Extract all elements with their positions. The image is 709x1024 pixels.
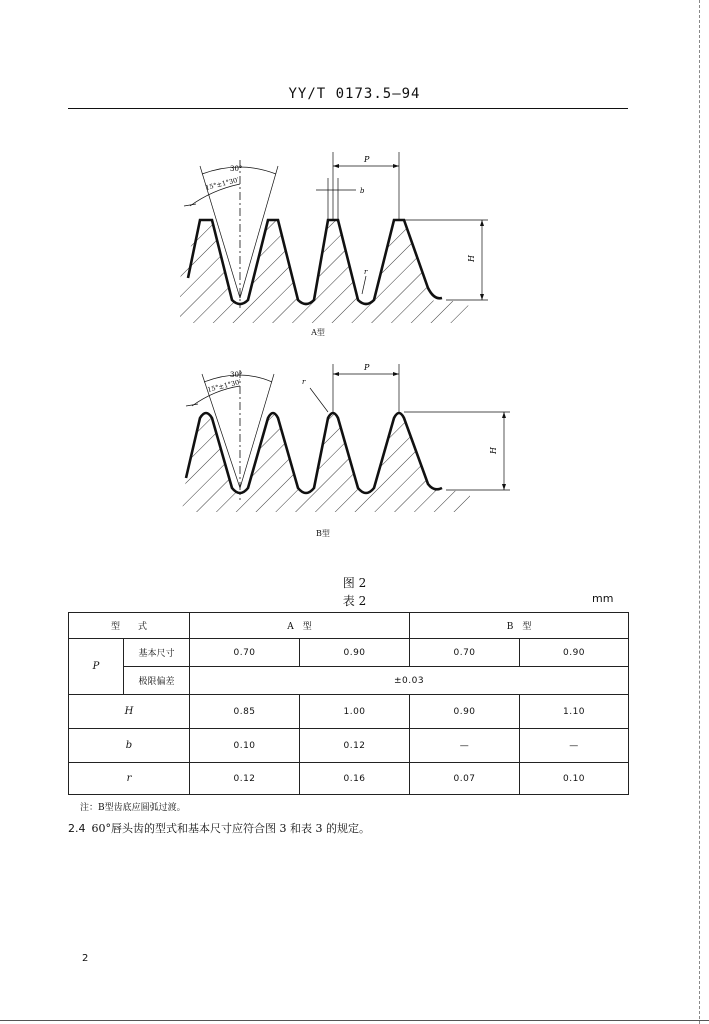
row-symbol-r: r: [69, 763, 190, 795]
header-type-cell: 型 式: [69, 613, 190, 639]
p-basic-b2: 0.90: [520, 639, 629, 667]
standard-code-header: YY/T 0173.5—94: [288, 86, 421, 102]
page-number: 2: [82, 953, 89, 964]
half-angle-label-a: 15°±1°30′: [204, 175, 240, 192]
table-row-p-basic: [69, 639, 629, 667]
table-row-p-tolerance: [69, 667, 629, 695]
r-a1: 0.12: [190, 763, 300, 795]
b-b2: —: [520, 729, 629, 763]
height-label-a: H: [467, 255, 476, 262]
r-b1: 0.07: [410, 763, 520, 795]
pitch-label-a: P: [364, 155, 370, 164]
bottom-rule: [0, 1020, 709, 1021]
clause-2-4: [68, 820, 370, 836]
b-b1: —: [410, 729, 520, 763]
figure-caption-b: B型: [316, 529, 330, 538]
p-basic-a2: 0.90: [300, 639, 410, 667]
h-a2: 1.00: [300, 695, 410, 729]
r-a2: 0.16: [300, 763, 410, 795]
row-symbol-p: P: [69, 639, 124, 695]
table-row-b: [69, 729, 629, 763]
dimension-table: [68, 612, 629, 795]
figure-title: 图 2: [342, 576, 367, 590]
half-angle-label-b: 15°±1°30′: [206, 377, 242, 394]
p-basic-a1: 0.70: [190, 639, 300, 667]
p-basic-b1: 0.70: [410, 639, 520, 667]
clause-number: 2.4: [68, 822, 86, 835]
p-tol-label: 极限偏差: [124, 667, 190, 695]
unit-label: mm: [592, 592, 614, 605]
angle-30-label-b: 30°: [230, 371, 243, 379]
row-symbol-b: b: [69, 729, 190, 763]
pitch-label-b: P: [364, 363, 370, 372]
h-b1: 0.90: [410, 695, 520, 729]
table-note: 注：B型齿底应圆弧过渡。: [80, 803, 186, 813]
thread-profile-diagram-a: [170, 148, 500, 323]
radius-label-b: r: [302, 378, 306, 386]
h-a1: 0.85: [190, 695, 300, 729]
table-row-r: [69, 763, 629, 795]
margin-line: [699, 0, 700, 1024]
table-title: 表 2: [342, 594, 367, 608]
flat-label-a: b: [360, 187, 365, 195]
p-basic-label: 基本尺寸: [124, 639, 190, 667]
clause-text: 60°唇头齿的型式和基本尺寸应符合图 3 和表 3 的规定。: [91, 822, 370, 835]
header-type-a-cell: A 型: [190, 613, 410, 639]
h-b2: 1.10: [520, 695, 629, 729]
angle-30-label-a: 30°: [230, 165, 243, 173]
r-b2: 0.10: [520, 763, 629, 795]
height-label-b: H: [489, 447, 498, 454]
radius-label-a: r: [364, 268, 368, 276]
table-row-h: [69, 695, 629, 729]
table-header-row: [69, 613, 629, 639]
p-tol-value: ±0.03: [190, 667, 629, 695]
header-type-b-cell: B 型: [410, 613, 629, 639]
thread-profile-diagram-b: [170, 360, 520, 520]
row-symbol-h: H: [69, 695, 190, 729]
b-a1: 0.10: [190, 729, 300, 763]
header-rule: [68, 108, 628, 109]
figure-caption-a: A型: [311, 328, 325, 337]
b-a2: 0.12: [300, 729, 410, 763]
